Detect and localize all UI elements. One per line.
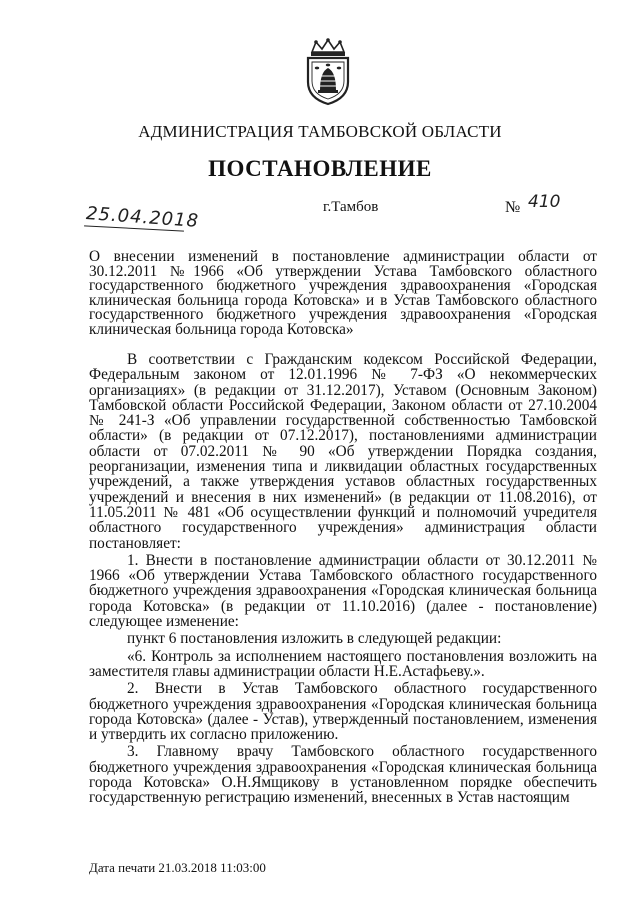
item-1-paragraph: 1. Внести в постановление администрации области от 30.12.2011 № 1966 «Об утверждении Устава Тамбовского областного государственного бюджетного учреждения здравоохранения «Городская клиническая больница города Котовска» (в редакции от 11.10.2016) (далее - постановление) следующее изменение: — [89, 551, 597, 631]
organization-name: АДМИНИСТРАЦИЯ ТАМБОВСКОЙ ОБЛАСТИ — [138, 122, 502, 141]
document-body — [89, 352, 597, 806]
handwritten-number: 410 — [528, 192, 561, 212]
item-3-paragraph: 3. Главному врачу Тамбовского областного государственного бюджетного учреждения здравоохранения «Городская клиническая больница города Котовска» О.Н.Ямщикову в установленном порядке обеспечить государственную регистрацию изменений, внесенных в Устав настоящим — [89, 743, 597, 807]
item-1-subparagraph: пункт 6 постановления изложить в следующей редакции: — [127, 630, 502, 648]
city: г.Тамбов — [323, 199, 379, 215]
document-subject: О внесении изменений в постановление администрации области от 30.12.2011 №1966 «Об утверждении Устава Тамбовского областного государственного бюджетного учреждения здравоохранения «Городская клиническая больница города Котовска» и в Устав Тамбовского областного государственного бюджетного учреждения здравоохранения «Городская клиническая больница города Котовска» — [89, 248, 597, 338]
print-date-footer: Дата печати 21.03.2018 11:03:00 — [89, 860, 266, 875]
item-1-quote: «6. Контроль за исполнением настоящего постановления возложить на заместителя главы администрации области Н.Е.Астафьеву.». — [89, 647, 597, 680]
document-type-title: ПОСТАНОВЛЕНИЕ — [208, 156, 432, 181]
tambov-coat-of-arms-icon — [302, 38, 354, 106]
handwritten-date: 25.04.2018 — [85, 203, 200, 232]
number-label: № — [505, 199, 521, 216]
preamble-paragraph: В соответствии с Гражданским кодексом Российской Федерации, Федеральным законом от 12.01.1996 № 7-ФЗ «О некоммерческих организациях» (в редакции от 31.12.2017), Уставом (Основным Законом) Тамбовской области Российской Федерации, Законом области от 27.10.2004 № 241-З «Об управлении государственной собственностью Тамбовской области» (в редакции от 07.12.2017), постановлениями администрации области от 07.02.2011 № 90 «Об утверждении Порядка создания, реорганизации, изменения типа и ликвидации областных государственных учреждений, а также утверждения уставов областных государственных учреждений и внесения в них изменений» (в редакции от 11.08.2016), от 11.05.2011 № 481 «Об осуществлении функций и полномочий учредителя областного государственного учреждения» администрация области постановляет: — [89, 351, 597, 552]
item-2-paragraph: 2. Внести в Устав Тамбовского областного государственного бюджетного учреждения здравоохранения «Городская клиническая больница города Котовска» (далее - Устав), утвержденный постановлением, изменения и утвердить их согласно приложению. — [89, 680, 597, 744]
